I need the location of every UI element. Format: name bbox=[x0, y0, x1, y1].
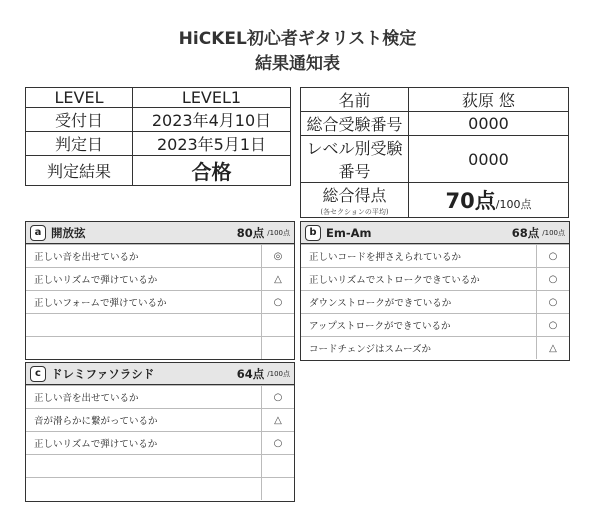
document-title: HiCKEL初心者ギタリスト検定 bbox=[178, 29, 417, 49]
section-points-unit: /100点 bbox=[542, 228, 565, 237]
table-row bbox=[26, 313, 294, 336]
section-points-unit: /100点 bbox=[267, 369, 290, 378]
criterion-text: 正しいフォームで弾けているか bbox=[26, 291, 262, 313]
criterion-text: 正しいコードを押さえられているか bbox=[301, 245, 537, 267]
table-row bbox=[301, 267, 569, 290]
total-score-label-text: 総合得点 bbox=[322, 186, 387, 205]
judged-date-value: 2023年5月1日 bbox=[133, 132, 291, 156]
level-value: LEVEL1 bbox=[133, 88, 291, 108]
judged-date-label: 判定日 bbox=[26, 132, 133, 156]
level-exam-number-value: 0000 bbox=[409, 136, 569, 183]
section-do-re-mi bbox=[25, 362, 295, 502]
evaluation-mark: △ bbox=[274, 273, 282, 285]
section-badge: b bbox=[305, 225, 321, 241]
table-row bbox=[26, 385, 294, 408]
criterion-text bbox=[26, 314, 262, 336]
criterion-text: 正しいリズムで弾けているか bbox=[26, 268, 262, 290]
evaluation-mark: △ bbox=[274, 414, 282, 426]
section-points-unit: /100点 bbox=[267, 228, 290, 237]
name-label: 名前 bbox=[301, 88, 409, 112]
section-header bbox=[301, 222, 569, 244]
table-row bbox=[26, 267, 294, 290]
name-value: 荻原 悠 bbox=[409, 88, 569, 112]
criterion-text: 正しいリズムでストロークできているか bbox=[301, 268, 537, 290]
evaluation-mark bbox=[262, 478, 294, 500]
table-row bbox=[301, 313, 569, 336]
evaluation-mark: ○ bbox=[548, 250, 558, 262]
section-title: Em-Am bbox=[326, 225, 372, 240]
section-em-am bbox=[300, 221, 570, 361]
evaluation-mark bbox=[262, 455, 294, 477]
criterion-text: ダウンストロークができているか bbox=[301, 291, 537, 313]
total-exam-number-label: 総合受験番号 bbox=[301, 112, 409, 136]
criterion-text bbox=[26, 337, 262, 359]
table-row bbox=[26, 454, 294, 477]
section-points: 80点 bbox=[236, 225, 265, 240]
section-header bbox=[26, 222, 294, 244]
info-table-right bbox=[300, 87, 569, 218]
evaluation-mark: ◎ bbox=[273, 250, 283, 262]
criterion-text: アップストロークができているか bbox=[301, 314, 537, 336]
table-row bbox=[301, 244, 569, 267]
criterion-text: 正しいリズムで弾けているか bbox=[26, 432, 262, 454]
evaluation-mark: ○ bbox=[548, 296, 558, 308]
evaluation-mark bbox=[262, 314, 294, 336]
table-row bbox=[26, 408, 294, 431]
total-score-sublabel: (各セクションの平均) bbox=[320, 208, 389, 216]
result-value-text: 合格 bbox=[191, 160, 232, 184]
section-header bbox=[26, 363, 294, 385]
evaluation-mark: ○ bbox=[548, 273, 558, 285]
section-title: ドレミファソラシド bbox=[51, 366, 155, 381]
result-value bbox=[133, 156, 291, 186]
section-points: 64点 bbox=[236, 366, 265, 381]
received-date-label: 受付日 bbox=[26, 108, 133, 132]
criterion-text: コードチェンジはスムーズか bbox=[301, 337, 537, 359]
info-table-left bbox=[25, 87, 291, 186]
evaluation-mark: ○ bbox=[273, 391, 283, 403]
total-score-unit: /100点 bbox=[495, 198, 532, 211]
criterion-text bbox=[26, 455, 262, 477]
total-score-number: 70点 bbox=[445, 189, 496, 213]
evaluation-mark: ○ bbox=[548, 319, 558, 331]
level-exam-number-label: レベル別受験番号 bbox=[301, 136, 409, 183]
evaluation-mark: ○ bbox=[273, 437, 283, 449]
total-exam-number-value: 0000 bbox=[409, 112, 569, 136]
table-row bbox=[26, 336, 294, 359]
table-row bbox=[26, 431, 294, 454]
evaluation-mark bbox=[262, 337, 294, 359]
received-date-value: 2023年4月10日 bbox=[133, 108, 291, 132]
criterion-text bbox=[26, 478, 262, 500]
criterion-text: 音が滑らかに繋がっているか bbox=[26, 409, 262, 431]
evaluation-mark: ○ bbox=[273, 296, 283, 308]
section-points: 68点 bbox=[511, 225, 540, 240]
table-row bbox=[26, 477, 294, 500]
level-label: LEVEL bbox=[26, 88, 133, 108]
section-open-strings bbox=[25, 221, 295, 360]
total-score-value bbox=[409, 183, 569, 218]
section-badge: c bbox=[30, 366, 46, 382]
section-badge: a bbox=[30, 225, 46, 241]
evaluation-mark: △ bbox=[549, 342, 557, 354]
result-label: 判定結果 bbox=[26, 156, 133, 186]
table-row bbox=[301, 336, 569, 359]
total-score-label bbox=[301, 183, 409, 218]
section-title: 開放弦 bbox=[51, 225, 86, 240]
table-row bbox=[26, 244, 294, 267]
document-subtitle: 結果通知表 bbox=[255, 54, 340, 74]
table-row bbox=[301, 290, 569, 313]
criterion-text: 正しい音を出せているか bbox=[26, 386, 262, 408]
criterion-text: 正しい音を出せているか bbox=[26, 245, 262, 267]
table-row bbox=[26, 290, 294, 313]
